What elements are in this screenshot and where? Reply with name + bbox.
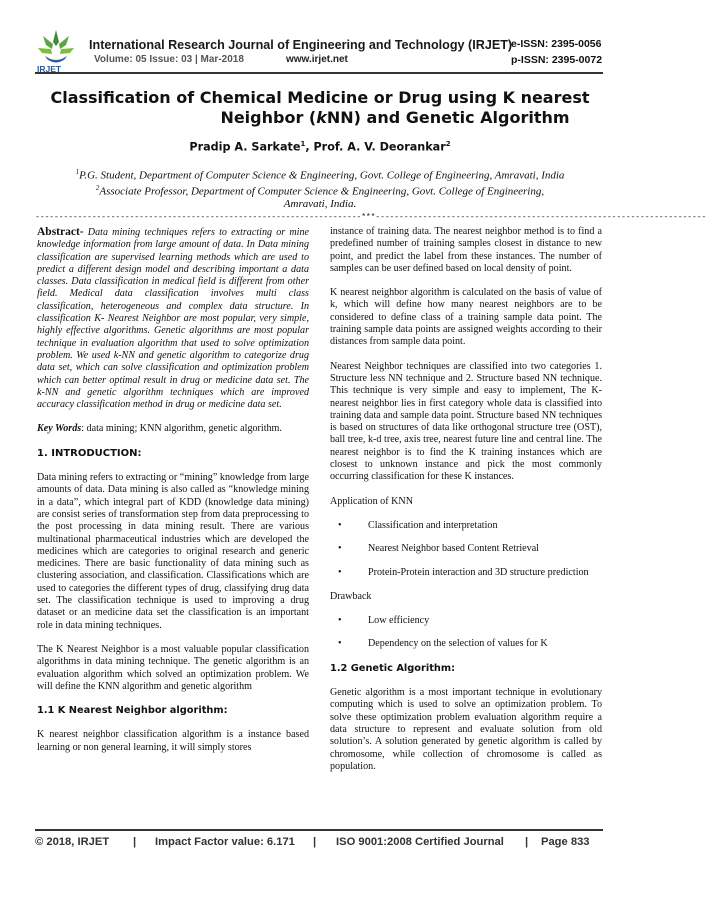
knn-paragraph-3: K nearest neighbor algorithm is calculated on the basis of value of k, which will define how many nearest neighbors are to be considered to define class of a training sample data point. The training sample data points are assigned weights according to their distances from sample data point. [330, 287, 602, 348]
affiliation-1: $^1$P.G. Student, Department of Computer Science & Engineering, Govt. College of Engineering, Amravati, India [75, 168, 565, 182]
authors: Pradip A. Sarkate$^1$, Prof. A. V. Deorankar$^2$ [189, 140, 451, 154]
volume-issue: Volume: 05 Issue: 03 | Mar-2018 [94, 54, 244, 65]
footer-page-number: Page 833 [541, 836, 590, 848]
knn-paragraph-2: instance of training data. The nearest neighbor method is to find a predefined number of training samples closest in distance to new point, and predict the label from these instances. The number of samples can be user defined based on local density of point. [330, 226, 602, 274]
affiliation-2: $^2$Associate Professor, Department of Computer Science & Engineering, Govt. College of Engineering, [95, 184, 545, 198]
bullet-icon: • [338, 615, 342, 627]
application-label: Application of KNN [330, 495, 413, 507]
affiliation-2-cont: Amravati, India. [283, 198, 357, 210]
bullet-icon: • [338, 519, 342, 531]
abstract-text: Data mining techniques refers to extracting or mine knowledge information from large amount of data. In Data mining classification are supervised learning methods which are used to predict a different design model and describing important a data classes. Data classification in medical field is different from other field. Medical data classification involves multi class classification, heterogeneous and complex data structure. In classification K- Nearest Neighbor are most popular, very simple, highly effective algorithms. Genetic algorithms are most popular technique in evaluation algorithm that used to solve optimization problem. We used k-NN and genetic algorithm to categorize drug data set, which can solve classification and optimization problem which can better optimal result in drug or medicine data set. The k-NN and genetic algorithm techniques which are improved accuracy classification method in drug or medicine data set. [37, 227, 309, 411]
drawback-list [330, 615, 602, 651]
paper-title-line2: Neighbor (kNN) and Genetic Algorithm [220, 108, 570, 127]
paper-title [40, 88, 600, 128]
footer-rule [35, 829, 603, 831]
eissn: e-ISSN: 2395-0056 [511, 38, 602, 50]
logo-text: IRJET [37, 64, 62, 74]
section-separator: ---------------------------------------------------------------------***---------------------------------------------------------------------- [35, 212, 706, 222]
bullet-icon: • [338, 566, 342, 578]
right-column [330, 226, 602, 785]
keywords: Key Words: data mining; KNN algorithm, genetic algorithm. [37, 423, 282, 435]
footer-copyright: © 2018, IRJET [35, 836, 110, 848]
bullet-icon: • [338, 543, 342, 555]
footer-divider: | [313, 836, 317, 848]
header-rule [35, 72, 603, 74]
paper-title-line1: Classification of Chemical Medicine or Drug using K nearest [50, 88, 590, 107]
knn-paragraph-1: K nearest neighbor classification algorithm is a instance based learning or non general learning, it will simply stores [37, 729, 309, 753]
bullet-icon: • [338, 638, 342, 650]
left-column [37, 226, 309, 766]
genetic-heading: 1.2 Genetic Algorithm: [330, 662, 455, 674]
abstract-label: Abstract- [37, 226, 84, 238]
knn-paragraph-4: Nearest Neighbor techniques are classified into two categories 1. Structure less NN technique and 2. Structure based NN technique. This technique is very simple and easy to implement, The K-nearest neighbor lies in first category whole data is classified into training data and sample data point. Structure based NN techniques is based on structures of data like orthogonal structure tree (OST), ball tree, k-d tree, axis tree, nearest future line and central line. The nearest neighbor is to find the K training instances which are closest to unknown instance and pick the most commonly occurring classification for these K instances. [330, 360, 602, 483]
list-item: • Protein-Protein interaction and 3D structure prediction [338, 566, 589, 578]
list-item: • Classification and interpretation [338, 519, 498, 531]
journal-website-link[interactable]: www.irjet.net [286, 54, 348, 65]
list-item: • Dependency on the selection of values for K [338, 638, 548, 650]
footer-iso: ISO 9001:2008 Certified Journal [336, 836, 504, 848]
footer-divider: | [133, 836, 137, 848]
intro-paragraph-2: The K Nearest Neighbor is a most valuable popular classification algorithms in data mining technique. The genetic algorithm is an evaluation algorithm which solved an optimization problem. We will define the KNN algorithm and genetic algorithm [37, 643, 309, 692]
drawback-label: Drawback [330, 590, 372, 602]
list-item: • Low efficiency [338, 615, 430, 627]
footer-divider: | [525, 836, 529, 848]
journal-title: International Research Journal of Engineering and Technology (IRJET) [89, 38, 513, 52]
intro-heading: 1. INTRODUCTION: [37, 447, 142, 459]
list-item: • Nearest Neighbor based Content Retrieval [338, 543, 539, 555]
footer-impact-factor: Impact Factor value: 6.171 [155, 836, 295, 848]
knn-heading: 1.1 K Nearest Neighbor algorithm: [37, 705, 228, 717]
abstract [37, 226, 309, 411]
application-list [330, 520, 602, 579]
intro-paragraph-1: Data mining refers to extracting or “mining” knowledge from large amounts of data. Data mining is also called as “knowledge mining in a data”, which integral part of KDD (knowledge data mining) are consist series of transformation step from data preprocessing to the post processing in data mining result. There are various multinational pharmaceutical industries which are developed the medicines which are categories to original research and generic medicines. There are basic functionality of data mining such as clustering association, and classification. Classifications which are used to categories the different types of drug, classifying drug data set. The classification technique is used to improving a drug dataset or an medicine data set the classification is an important role in data mining techniques. [37, 472, 309, 631]
genetic-paragraph-1: Genetic algorithm is a most important technique in evolutionary computing which is used to solve an optimization problem. To solve these optimization problem evaluation algorithm require a data structure to represent and evaluate solution from old solution’s. A solution generated by genetic algorithm is called by chromosome, while collection of chromosome is called as population. [330, 687, 602, 772]
pissn: p-ISSN: 2395-0072 [511, 54, 603, 66]
